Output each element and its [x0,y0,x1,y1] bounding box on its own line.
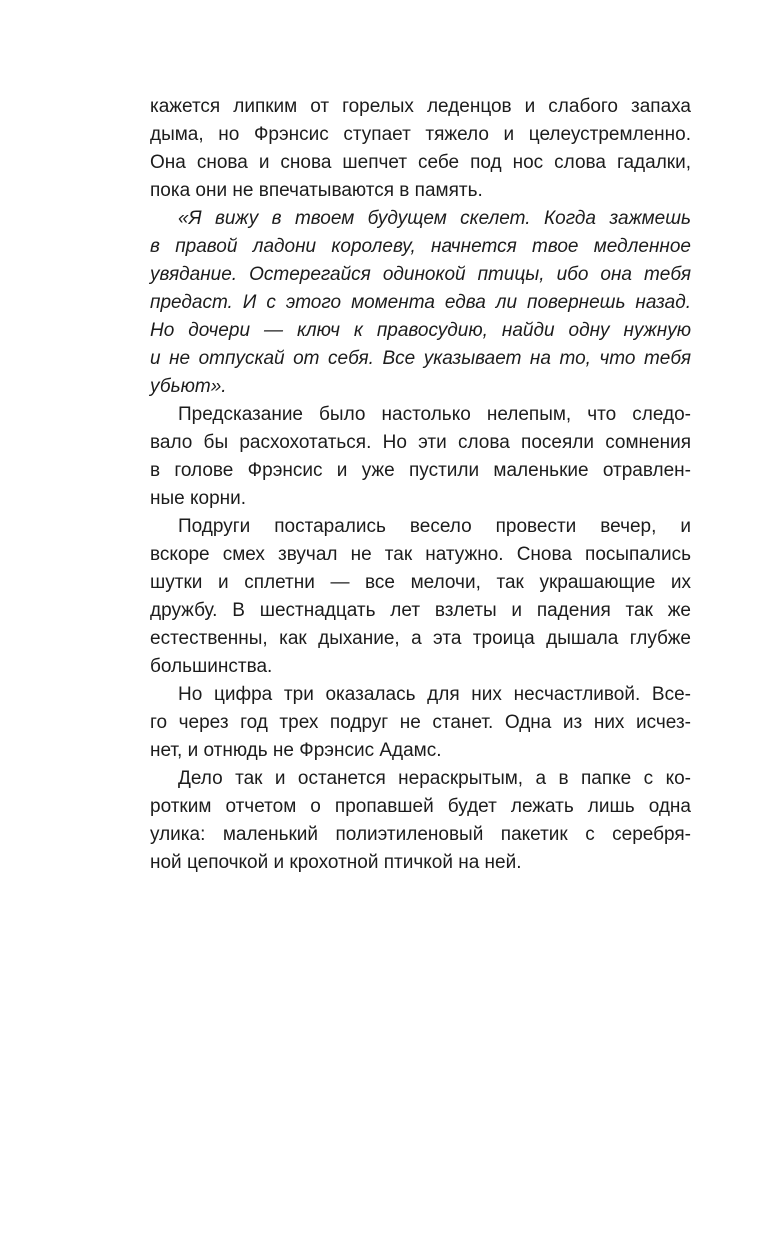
text-line: дыма, но Фрэнсис ступает тяжело и целеустремленно. [150,124,691,145]
text-line: Дело так и останется нераскрытым, а в папке с ко- [178,768,691,789]
text-line: ные корни. [150,488,247,509]
text-line: пока они не впечатываются в память. [150,180,483,201]
paragraph [150,401,691,513]
text-line: вало бы расхохотаться. Но эти слова посеяли сомнения [150,432,691,453]
text-line: Но цифра три оказалась для них несчастливой. Все- [178,684,691,705]
text-line: нет, и отнюдь не Фрэнсис Адамс. [150,740,442,761]
text-line: дружбу. В шестнадцать лет взлеты и падения так же [150,600,691,621]
text-line: шутки и сплетни — все мелочи, так украшающие их [150,572,691,593]
text-line: ной цепочкой и крохотной птичкой на ней. [150,852,522,873]
text-line: естественны, как дыхание, а эта троица дышала глубже [150,628,691,649]
paragraph [150,513,691,681]
text-line: предаст. И с этого момента едва ли повернешь назад. [150,292,691,313]
paragraph [150,205,691,401]
text-line: «Я вижу в твоем будущем скелет. Когда зажмешь [178,208,691,229]
text-line: убьют». [150,376,227,397]
text-line: Подруги постарались весело провести вечер, и [178,516,691,537]
text-line: Предсказание было настолько нелепым, что следо- [178,404,691,425]
text-line: и не отпускай от себя. Все указывает на то, что тебя [150,348,691,369]
text-column [150,93,691,877]
text-line: в голове Фрэнсис и уже пустили маленькие отравлен- [150,460,691,481]
text-line: Она снова и снова шепчет себе под нос слова гадалки, [150,152,691,173]
paragraph [150,93,691,205]
text-line: Но дочери — ключ к правосудию, найди одну нужную [150,320,691,341]
text-line: увядание. Остерегайся одинокой птицы, ибо она тебя [150,264,691,285]
text-line: кажется липким от горелых леденцов и слабого запаха [150,96,691,117]
paragraph [150,765,691,877]
text-line: большинства. [150,656,273,677]
text-line: го через год трех подруг не станет. Одна из них исчез- [150,712,691,733]
text-line: в правой ладони королеву, начнется твое медленное [150,236,691,257]
text-line: улика: маленький полиэтиленовый пакетик с серебря- [150,824,691,845]
text-line: вскоре смех звучал не так натужно. Снова посыпались [150,544,691,565]
paragraph [150,681,691,765]
text-line: ротким отчетом о пропавшей будет лежать лишь одна [150,796,691,817]
